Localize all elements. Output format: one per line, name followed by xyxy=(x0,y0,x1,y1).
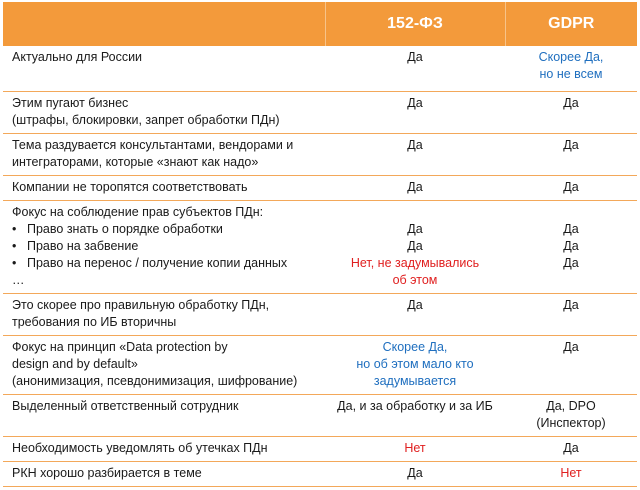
line: требования по ИБ вторичны xyxy=(12,315,177,329)
table-row xyxy=(3,134,637,176)
line: (штрафы, блокировки, запрет обработки ПДн) xyxy=(12,113,280,127)
row-gdpr: Да xyxy=(505,176,637,201)
row-question xyxy=(3,92,325,134)
line: об этом xyxy=(392,273,438,287)
line: Да xyxy=(563,239,579,253)
header-gdpr: GDPR xyxy=(505,2,637,46)
line: но об этом мало кто xyxy=(356,357,474,371)
table-row xyxy=(3,395,637,437)
row-gdpr xyxy=(505,395,637,437)
line: Этим пугают бизнес xyxy=(12,96,129,110)
line: Фокус на принцип «Data protection by xyxy=(12,340,228,354)
header-question xyxy=(3,2,325,46)
row-152fz: Да xyxy=(325,134,505,176)
row-152fz: Да xyxy=(325,294,505,336)
table-row xyxy=(3,46,637,92)
comparison-table xyxy=(3,2,637,487)
row-question: РКН хорошо разбирается в теме xyxy=(3,462,325,487)
row-152fz: Да xyxy=(325,462,505,487)
row-152fz xyxy=(325,336,505,395)
row-question: Выделенный ответственный сотрудник xyxy=(3,395,325,437)
header-row xyxy=(3,2,637,46)
row-152fz: Да xyxy=(325,46,505,92)
line: Да xyxy=(563,222,579,236)
row-gdpr: Да xyxy=(505,336,637,395)
row-question: Необходимость уведомлять об утечках ПДн xyxy=(3,437,325,462)
line: Да, DPO xyxy=(546,399,596,413)
bullet-item: • Право на перенос / получение копии данных xyxy=(12,255,319,272)
header-152fz: 152-ФЗ xyxy=(325,2,505,46)
line: Да xyxy=(563,256,579,270)
row-gdpr: Да xyxy=(505,437,637,462)
row-question: Компании не торопятся соответствовать xyxy=(3,176,325,201)
row-gdpr: Да xyxy=(505,92,637,134)
row-152fz: Да xyxy=(325,176,505,201)
row-question xyxy=(3,134,325,176)
line: (анонимизация, псевдонимизация, шифрование) xyxy=(12,374,298,388)
row-152fz: Да, и за обработку и за ИБ xyxy=(325,395,505,437)
table-row xyxy=(3,462,637,487)
line: Да xyxy=(407,239,423,253)
row-question: Актуально для России xyxy=(3,46,325,92)
row-gdpr xyxy=(505,46,637,92)
row-152fz xyxy=(325,201,505,294)
line: но не всем xyxy=(539,67,603,81)
line: задумывается xyxy=(373,374,457,388)
row-gdpr: Нет xyxy=(505,462,637,487)
row-question xyxy=(3,201,325,294)
table-row xyxy=(3,336,637,395)
bullet-item: • Право знать о порядке обработки xyxy=(12,221,319,238)
ellipsis: … xyxy=(12,273,25,287)
line: (Инспектор) xyxy=(536,416,606,430)
line: Это скорее про правильную обработку ПДн, xyxy=(12,298,270,312)
line: Скорее Да, xyxy=(382,340,448,354)
line: Тема раздувается консультантами, вендорами и xyxy=(12,138,294,152)
row-question xyxy=(3,336,325,395)
row-gdpr: Да xyxy=(505,294,637,336)
line: Да xyxy=(407,222,423,236)
row-gdpr xyxy=(505,201,637,294)
table-row xyxy=(3,437,637,462)
table-row xyxy=(3,201,637,294)
line: Фокус на соблюдение прав субъектов ПДн: xyxy=(12,205,264,219)
row-gdpr: Да xyxy=(505,134,637,176)
table-row xyxy=(3,92,637,134)
table-row xyxy=(3,294,637,336)
line: Скорее Да, xyxy=(538,50,604,64)
line: design and by default» xyxy=(12,357,138,371)
row-152fz: Нет xyxy=(325,437,505,462)
line: Нет, не задумывались xyxy=(350,256,480,270)
row-question xyxy=(3,294,325,336)
row-152fz: Да xyxy=(325,92,505,134)
bullet-item: • Право на забвение xyxy=(12,238,319,255)
line: интеграторами, которые «знают как надо» xyxy=(12,155,259,169)
table-row xyxy=(3,176,637,201)
